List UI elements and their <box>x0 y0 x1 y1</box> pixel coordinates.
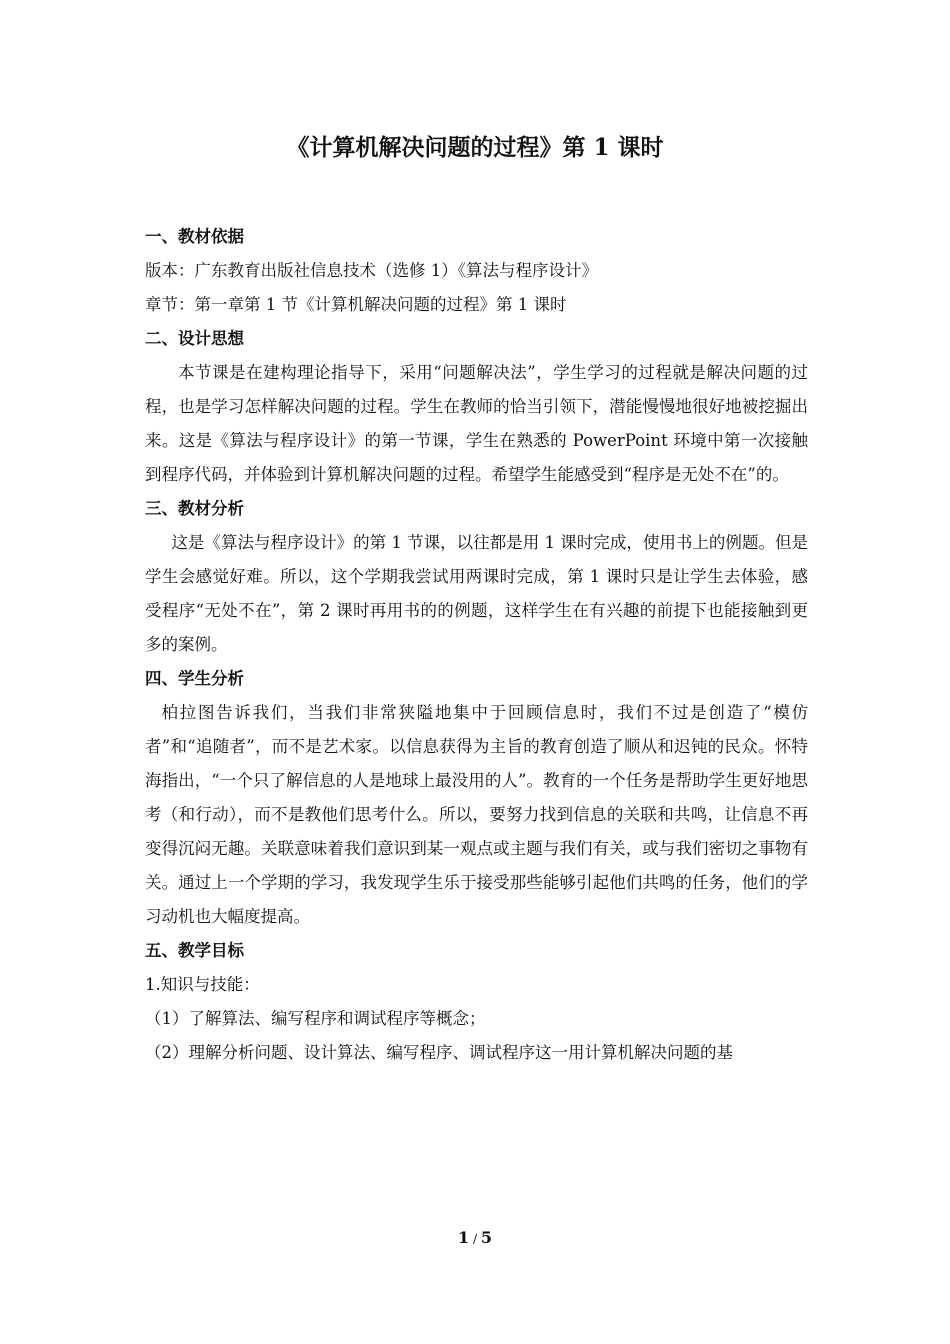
goal-item-2: （2）理解分析问题、设计算法、编写程序、调试程序这一用计算机解决问题的基 <box>145 1043 733 1062</box>
section-heading-material: 三、教材分析 <box>145 499 244 518</box>
students-paragraph: 柏拉图告诉我们，当我们非常狭隘地集中于回顾信息时，我们不过是创造了“模仿者”和“追随者”，而不是艺术家。以信息获得为主旨的教育创造了顺从和迟钝的民众。怀特海指出，“一个只了解信息的人是地球上最没用的人”。教育的一个任务是帮助学生更好地思考（和行动），而不是教他们思考什么。所以，要努力找到信息的关联和共鸣，让信息不再变得沉闷无趣。关联意味着我们意识到某一观点或主题与我们有关，或与我们密切之事物有关。通过上一个学期的学习，我发现学生乐于接受那些能够引起他们共鸣的任务，他们的学习动机也大幅度提高。 <box>145 703 808 926</box>
goal-knowledge-label: 1.知识与技能： <box>145 975 260 994</box>
page-total: 5 <box>480 1228 492 1247</box>
chapter-line: 章节：第一章第 1 节《计算机解决问题的过程》第 1 课时 <box>145 295 567 314</box>
page-current: 1 <box>458 1228 470 1247</box>
page-separator: / <box>469 1232 481 1246</box>
design-paragraph: 本节课是在建构理论指导下，采用“问题解决法”，学生学习的过程就是解决问题的过程，也是学习怎样解决问题的过程。学生在教师的恰当引领下，潜能慢慢地很好地被挖掘出来。这是《算法与程序设计》的第一节课，学生在熟悉的 PowerPoint 环境中第一次接触到程序代码，并体验到计算机解决问题的过程。希望学生能感受到“程序是无处不在”的。 <box>145 363 808 484</box>
page-number <box>0 1228 950 1247</box>
document-title: 《计算机解决问题的过程》第 1 课时 <box>286 134 664 161</box>
section-heading-goals: 五、教学目标 <box>145 941 244 960</box>
section-heading-design: 二、设计思想 <box>145 329 244 348</box>
section-heading-students: 四、学生分析 <box>145 669 244 688</box>
material-paragraph: 这是《算法与程序设计》的第 1 节课，以往都是用 1 课时完成，使用书上的例题。但是学生会感觉好难。所以，这个学期我尝试用两课时完成，第 1 课时只是让学生去体验，感受程序“无处不在”，第 2 课时再用书的的例题，这样学生在有兴趣的前提下也能接触到更多的案例。 <box>145 533 808 654</box>
section-heading-basis: 一、教材依据 <box>145 227 244 246</box>
goal-item-1: （1）了解算法、编写程序和调试程序等概念； <box>145 1009 486 1028</box>
document-body <box>145 220 808 1070</box>
edition-line: 版本：广东教育出版社信息技术（选修 1）《算法与程序设计》 <box>145 261 598 280</box>
